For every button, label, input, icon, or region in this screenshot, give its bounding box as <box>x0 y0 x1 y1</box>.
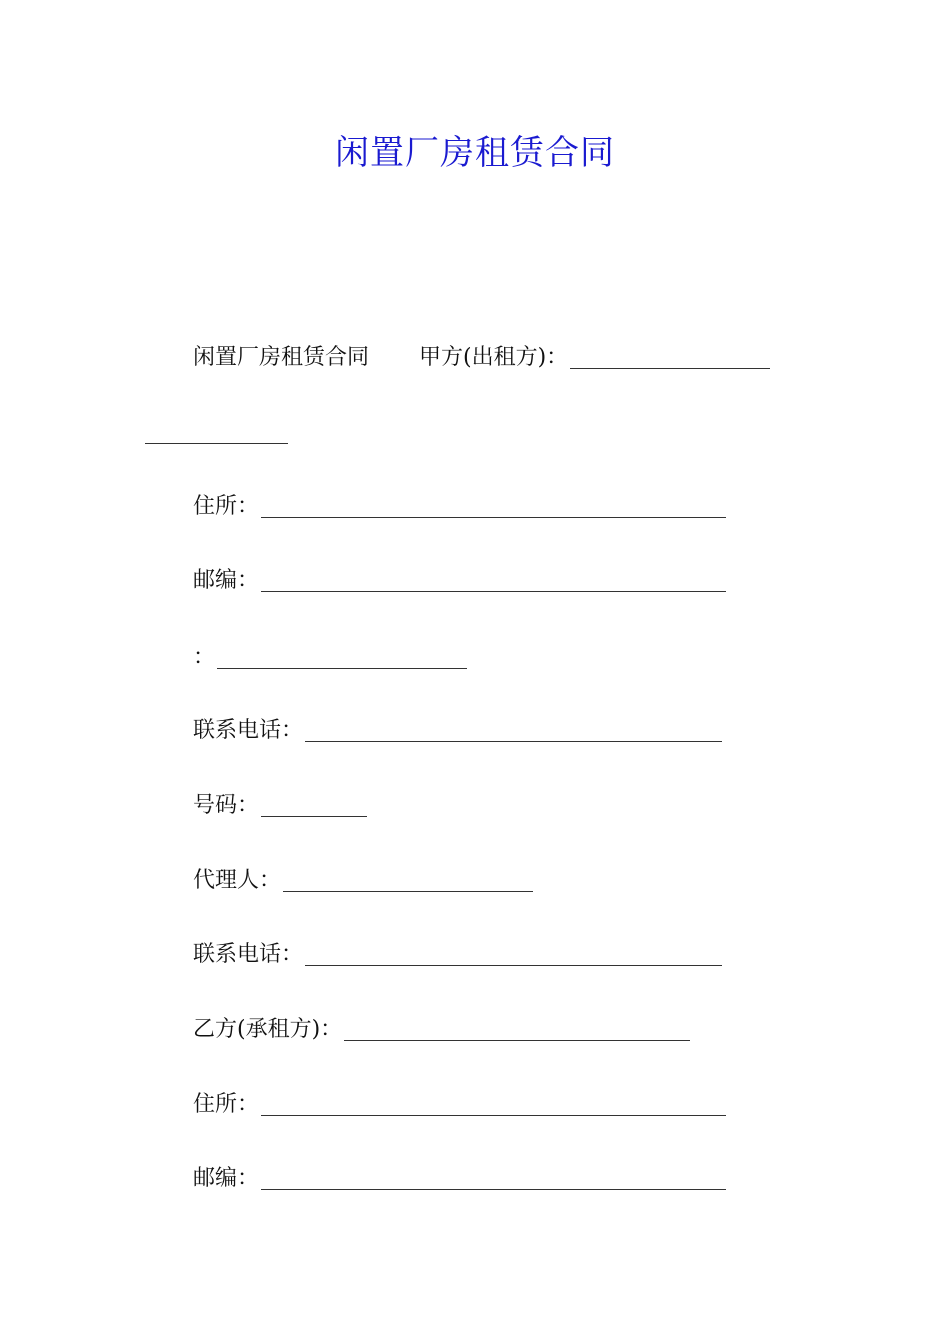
document-title: 闲置厂房租赁合同 <box>335 133 615 173</box>
address-a-blank[interactable] <box>261 495 726 518</box>
agent-label: 代理人： <box>193 868 282 893</box>
postcode-a-label: 邮编： <box>193 568 260 593</box>
agent-phone-line <box>193 940 722 970</box>
postcode-b-line <box>193 1164 726 1194</box>
postcode-b-label: 邮编： <box>193 1166 260 1191</box>
agent-line <box>193 866 533 896</box>
colon-line <box>193 643 467 673</box>
colon-label: ： <box>193 645 216 670</box>
number-blank[interactable] <box>261 794 367 817</box>
party-b-label: 乙方(承租方)： <box>193 1017 343 1042</box>
party-b-line <box>193 1015 690 1045</box>
agent-phone-label: 联系电话： <box>193 942 304 967</box>
party-a-line <box>193 343 770 373</box>
address-b-line <box>193 1090 726 1120</box>
phone-a-line <box>193 716 722 746</box>
phone-a-blank[interactable] <box>305 719 722 742</box>
party-a-blank-continued[interactable] <box>145 443 288 444</box>
address-a-line <box>193 492 726 522</box>
address-b-blank[interactable] <box>261 1093 726 1116</box>
address-b-label: 住所： <box>193 1092 260 1117</box>
party-b-blank[interactable] <box>344 1018 690 1041</box>
postcode-a-blank[interactable] <box>261 569 726 592</box>
party-a-blank[interactable] <box>570 346 770 369</box>
postcode-b-blank[interactable] <box>261 1167 726 1190</box>
intro-text: 闲置厂房租赁合同 <box>193 345 370 370</box>
address-a-label: 住所： <box>193 494 260 519</box>
number-label: 号码： <box>193 793 260 818</box>
party-a-label: 甲方(出租方)： <box>419 345 569 370</box>
number-line <box>193 791 367 821</box>
agent-phone-blank[interactable] <box>305 943 722 966</box>
postcode-a-line <box>193 566 726 596</box>
agent-blank[interactable] <box>283 869 533 892</box>
phone-a-label: 联系电话： <box>193 718 304 743</box>
colon-blank[interactable] <box>217 646 467 669</box>
